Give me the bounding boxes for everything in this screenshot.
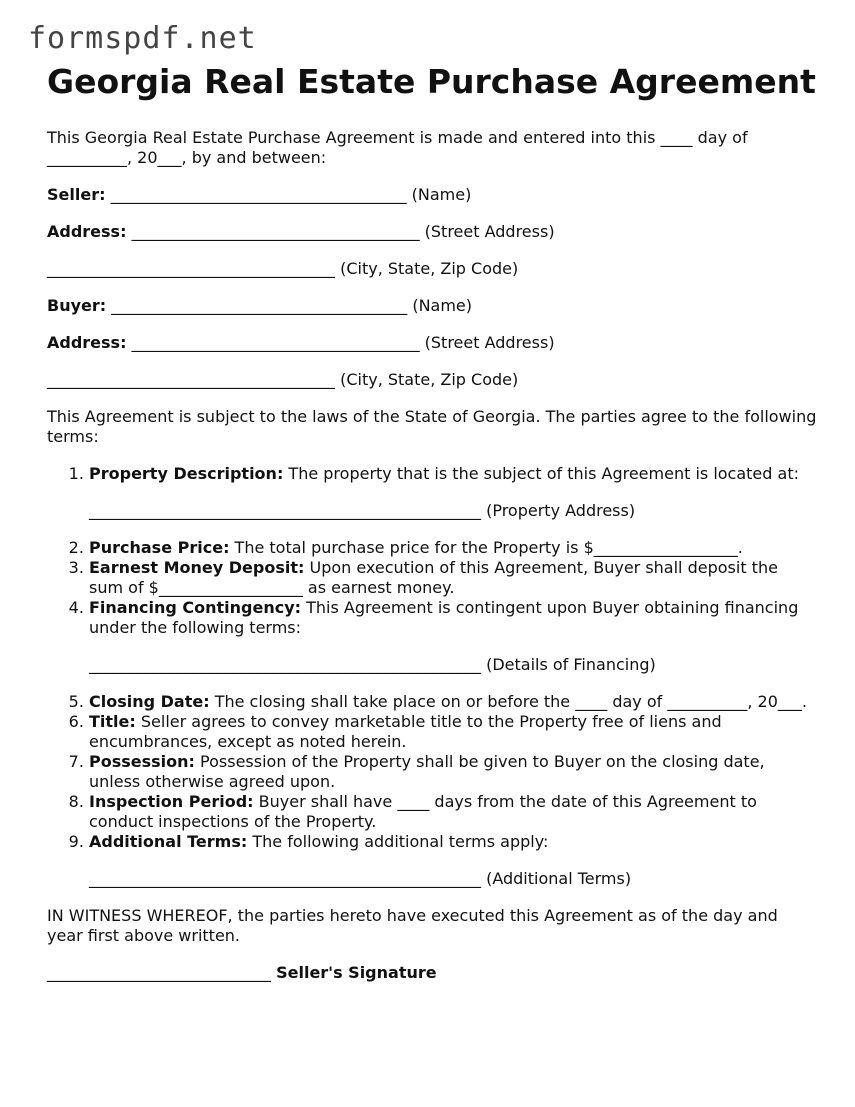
seller-name-field: [47, 185, 817, 205]
term-text: Buyer shall have ____ days from the date of this Agreement to conduct inspections of the Property.: [89, 792, 757, 831]
term-item: [89, 598, 817, 675]
witness-paragraph: IN WITNESS WHEREOF, the parties hereto have executed this Agreement as of the day and year first above written.: [47, 906, 778, 945]
term-label: Purchase Price:: [89, 538, 230, 557]
term-text: This Agreement is contingent upon Buyer obtaining financing under the following terms:: [89, 598, 799, 637]
term-label: Financing Contingency:: [89, 598, 302, 617]
term-text: Seller agrees to convey marketable title to the Property free of liens and encumbrances, except as noted herein.: [89, 712, 722, 751]
seller-street-line: ____________________________________ (Street Address): [126, 222, 555, 241]
term-item: [89, 538, 817, 558]
financing-details-line: _________________________________________________ (Details of Financing): [89, 655, 656, 674]
term-text: The following additional terms apply:: [247, 832, 549, 851]
signature-line: ____________________________: [47, 963, 277, 982]
seller-name-line: _____________________________________ (Name): [105, 185, 472, 204]
term-item: [89, 712, 817, 752]
term-label: Inspection Period:: [89, 792, 254, 811]
buyer-name-field: [47, 296, 817, 316]
term-text: The closing shall take place on or before the ____ day of __________, 20___.: [209, 692, 807, 711]
term-item: [89, 464, 817, 521]
term-label: Possession:: [89, 752, 195, 771]
document-page: [47, 62, 817, 983]
term-text: Upon execution of this Agreement, Buyer shall deposit the sum of $__________________ as earnest money.: [89, 558, 778, 597]
buyer-street-line: ____________________________________ (Street Address): [126, 333, 555, 352]
term-item: [89, 752, 817, 792]
term-text: Possession of the Property shall be given to Buyer on the closing date, unless otherwise agreed upon.: [89, 752, 765, 791]
buyer-city-field: ____________________________________ (City, State, Zip Code): [47, 370, 519, 389]
term-item: [89, 832, 817, 889]
term-label: Earnest Money Deposit:: [89, 558, 305, 577]
seller-address-label: Address:: [47, 222, 127, 241]
buyer-label: Buyer:: [47, 296, 107, 315]
buyer-name-line: _____________________________________ (Name): [106, 296, 473, 315]
signature-label: Seller's Signature: [276, 963, 437, 982]
seller-city-field: ____________________________________ (City, State, Zip Code): [47, 259, 519, 278]
term-item: [89, 692, 817, 712]
term-label: Additional Terms:: [89, 832, 248, 851]
term-label: Title:: [89, 712, 136, 731]
intro-paragraph: This Georgia Real Estate Purchase Agreement is made and entered into this ____ day of __________, 20___, by and between:: [47, 128, 748, 167]
document-title: Georgia Real Estate Purchase Agreement: [47, 62, 816, 101]
buyer-address-field: [47, 333, 817, 353]
watermark: formspdf.net: [28, 21, 257, 56]
seller-address-field: [47, 222, 817, 242]
terms-intro: This Agreement is subject to the laws of the State of Georgia. The parties agree to the following terms:: [47, 407, 817, 446]
additional-terms-line: _________________________________________________ (Additional Terms): [89, 869, 632, 888]
term-label: Closing Date:: [89, 692, 210, 711]
term-item: [89, 558, 817, 598]
term-text: The property that is the subject of this Agreement is located at:: [283, 464, 799, 483]
term-item: [89, 792, 817, 832]
buyer-address-label: Address:: [47, 333, 127, 352]
terms-list: [47, 464, 817, 889]
term-label: Property Description:: [89, 464, 284, 483]
seller-signature-field: [47, 963, 817, 983]
seller-label: Seller:: [47, 185, 106, 204]
property-address-line: _________________________________________________ (Property Address): [89, 501, 636, 520]
term-text: The total purchase price for the Property is $__________________.: [229, 538, 743, 557]
